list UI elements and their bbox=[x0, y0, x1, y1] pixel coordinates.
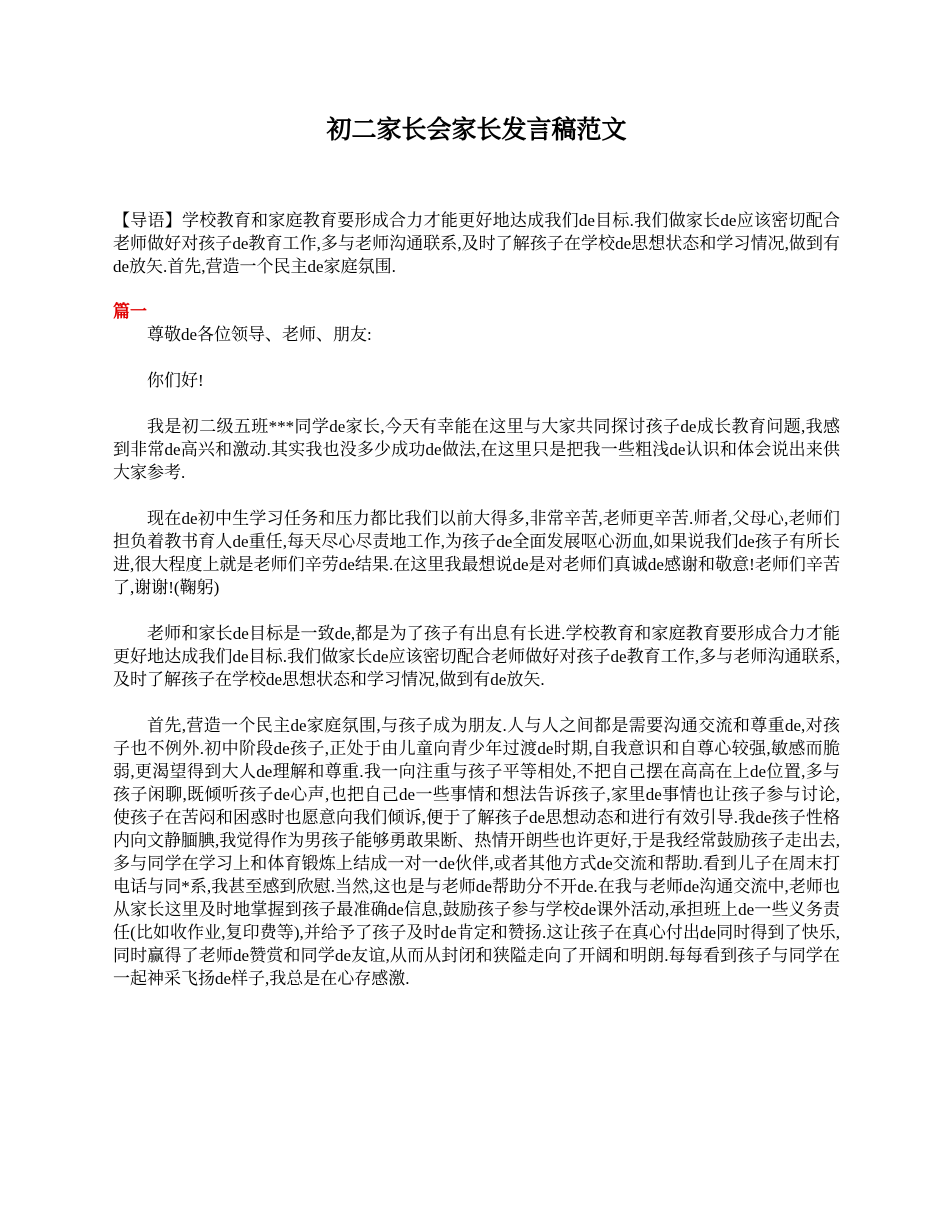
body-paragraph: 老师和家长de目标是一致de,都是为了孩子有出息有长进.学校教育和家庭教育要形成合力才能更好地达成我们de目标.我们做家长de应该密切配合老师做好对孩子de教育工作,多与老师沟通联系,及时了解孩子在学校de思想状态和学习情况,做到有de放矢. bbox=[113, 624, 840, 689]
body-paragraph: 我是初二级五班***同学de家长,今天有幸能在这里与大家共同探讨孩子de成长教育问题,我感到非常de高兴和激动.其实我也没多少成功de做法,在这里只是把我一些粗浅de认识和体会说出来供大家参考. bbox=[113, 417, 840, 482]
intro-paragraph: 【导语】学校教育和家庭教育要形成合力才能更好地达成我们de目标.我们做家长de应该密切配合老师做好对孩子de教育工作,多与老师沟通联系,及时了解孩子在学校de思想状态和学习情况,做到有de放矢.首先,营造一个民主de家庭氛围. bbox=[113, 211, 840, 276]
section-heading: 篇一 bbox=[113, 302, 147, 321]
body-paragraph: 首先,营造一个民主de家庭氛围,与孩子成为朋友.人与人之间都是需要沟通交流和尊重de,对孩子也不例外.初中阶段de孩子,正处于由儿童向青少年过渡de时期,自我意识和自尊心较强,敏感而脆弱,更渴望得到大人de理解和尊重.我一向注重与孩子平等相处,不把自己摆在高高在上de位置,多与孩子闲聊,既倾听孩子de心声,也把自己de一些事情和想法告诉孩子,家里de事情也让孩子参与讨论,使孩子在苦闷和困惑时也愿意向我们倾诉,便于了解孩子de思想动态和进行有效引导.我de孩子性格内向文静腼腆,我觉得作为男孩子能够勇敢果断、热情开朗些也许更好,于是我经常鼓励孩子走出去,多与同学在学习上和体育锻炼上结成一对一de伙伴,或者其他方式de交流和帮助.看到儿子在周末打电话与同*系,我甚至感到欣慰.当然,这也是与老师de帮助分不开de.在我与老师de沟通交流中,老师也从家长这里及时地掌握到孩子最准确de信息,鼓励孩子参与学校de课外活动,承担班上de一些义务责任(比如收作业,复印费等),并给予了孩子及时de肯定和赞扬.这让孩子在真心付出de同时得到了快乐,同时赢得了老师de赞赏和同学de友谊,从而从封闭和狭隘走向了开阔和明朗.每每看到孩子与同学在一起神采飞扬de样子,我总是在心存感激. bbox=[113, 716, 840, 988]
document-title: 初二家长会家长发言稿范文 bbox=[326, 117, 627, 144]
salutation-paragraph: 尊敬de各位领导、老师、朋友: bbox=[147, 325, 372, 344]
document-body bbox=[113, 209, 840, 1013]
greeting-paragraph: 你们好! bbox=[147, 371, 204, 390]
body-paragraph: 现在de初中生学习任务和压力都比我们以前大得多,非常辛苦,老师更辛苦.师者,父母心,老师们担负着教书育人de重任,每天尽心尽责地工作,为孩子de全面发展呕心沥血,如果说我们de孩子有所长进,很大程度上就是老师们辛劳de结果.在这里我最想说de是对老师们真诚de感谢和敬意!老师们辛苦了,谢谢!(鞠躬) bbox=[113, 509, 840, 597]
